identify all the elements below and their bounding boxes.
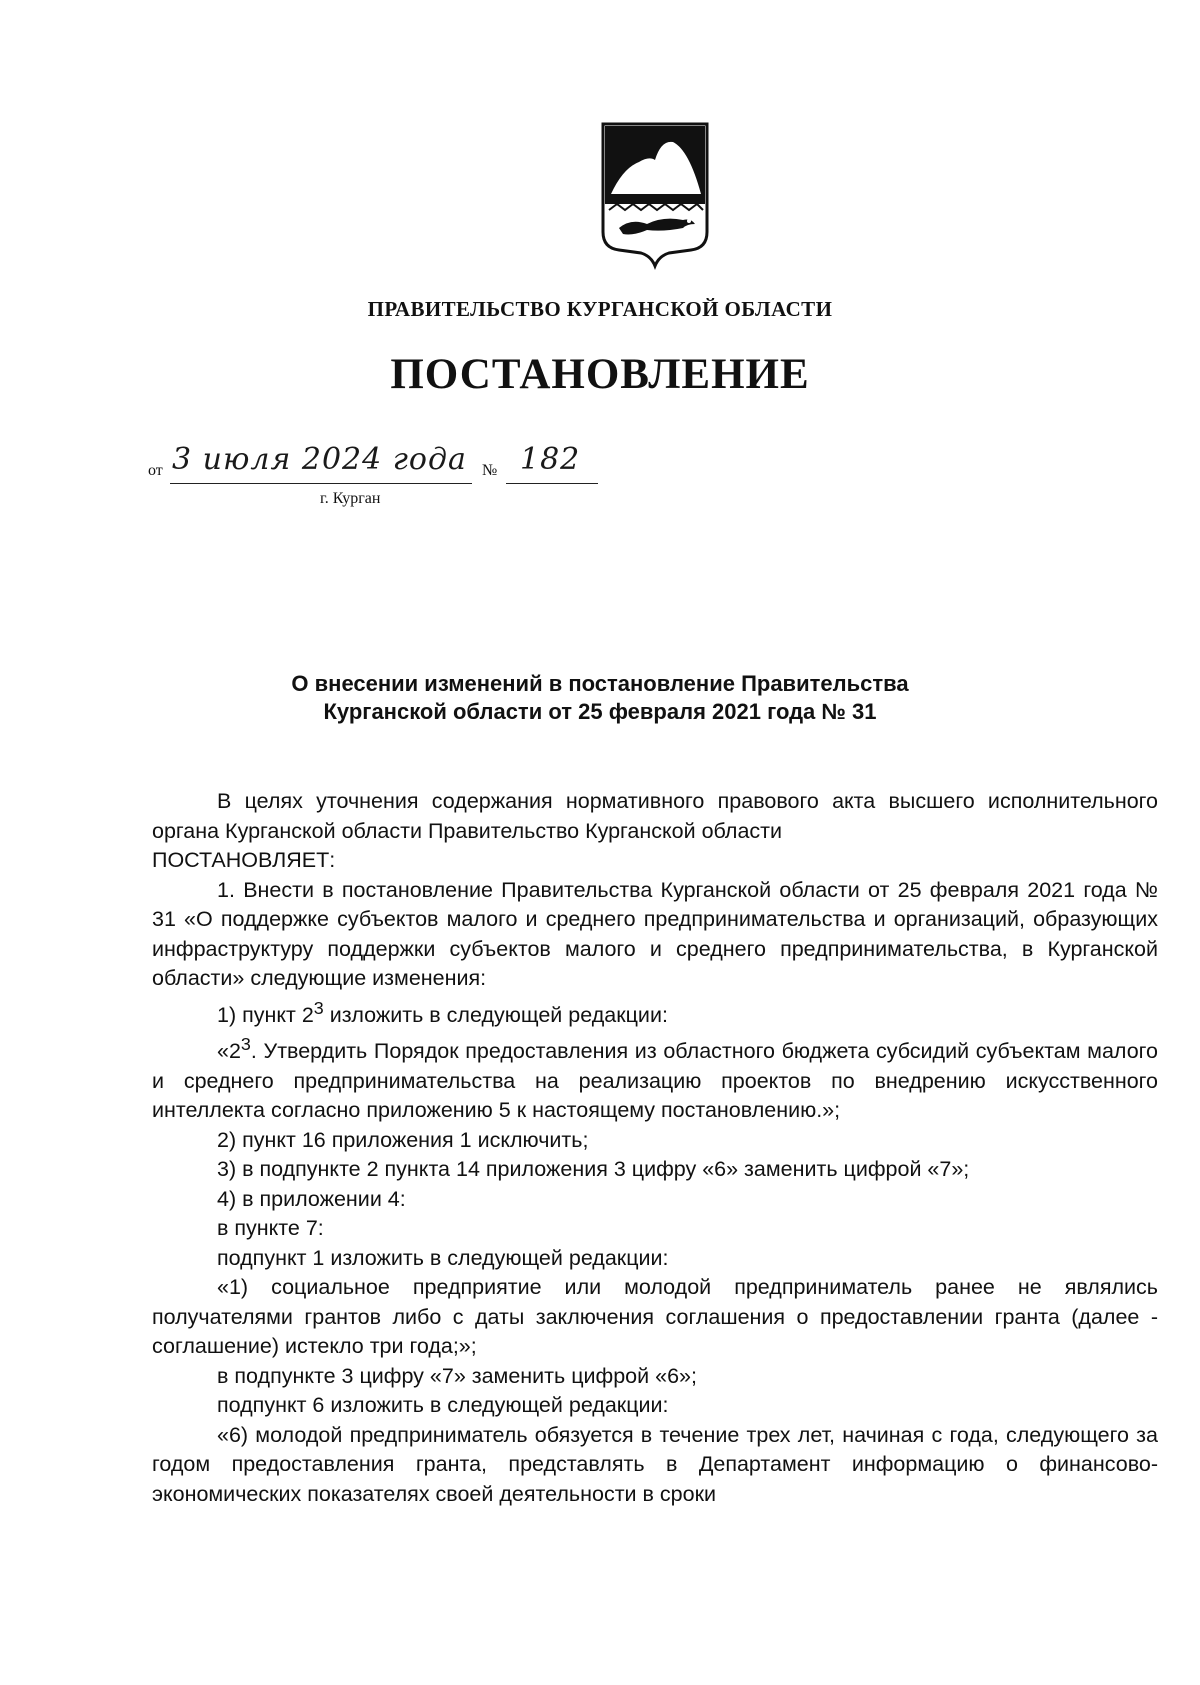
date-from-label: от	[148, 462, 163, 479]
government-name: ПРАВИТЕЛЬСТВО КУРГАНСКОЙ ОБЛАСТИ	[367, 297, 833, 321]
date-underline	[170, 483, 472, 484]
paragraph-subitem-2: 2) пункт 16 приложения 1 исключить;	[217, 1127, 589, 1152]
paragraph-subpoint-6-text: «6) молодой предприниматель обязуется в течение трех лет, начиная с года, следующего за годом предоставления гранта, представлять в Департамент информацию о финансово-экономических показателях своей деятельности в сроки	[152, 1422, 1158, 1506]
paragraph-item-1: 1. Внести в постановление Правительства Курганской области от 25 февраля 2021 года № 31 «О поддержке субъектов малого и среднего предпринимательства и организаций, образующих инфраструктуру поддержки субъектов малого и среднего предпринимательства, в Курганской области» следующие изменения:	[152, 877, 1158, 990]
paragraph-subitem-1: 1) пункт $2^3$ изложить в следующей редакции:	[217, 997, 668, 1027]
number-label: №	[482, 462, 498, 479]
document-heading	[0, 670, 1200, 726]
paragraph-new-clause: «$2^3$. Утвердить Порядок предоставления из областного бюджета субсидий субъектам малого и среднего предпринимательства на реализацию проектов по внедрению искусственного интеллекта согласно приложению 5 к настоящему постановлению.»;	[152, 1034, 1158, 1123]
paragraph-resolves: ПОСТАНОВЛЯЕТ:	[152, 848, 336, 872]
kurgan-region-coat-of-arms-icon	[597, 120, 713, 272]
paragraph-subitem-3: 3) в подпункте 2 пункта 14 приложения 3 цифру «6» заменить цифрой «7»;	[217, 1157, 970, 1182]
document-meta	[148, 442, 668, 528]
number-underline	[506, 483, 598, 484]
paragraph-subpoint-1-text: «1) социальное предприятие или молодой предприниматель ранее не являлись получателями грантов либо с даты заключения соглашения о предоставлении гранта (далее - соглашение) истекло три года;»;	[152, 1275, 1158, 1359]
paragraph-point-7: в пункте 7:	[217, 1216, 324, 1241]
paragraph-preamble: В целях уточнения содержания нормативного правового акта высшего исполнительного органа Курганской области Правительство Курганской области	[152, 789, 1158, 843]
heading-line-2: Курганской области от 25 февраля 2021 года № 31	[323, 699, 877, 724]
document-body	[152, 787, 1158, 1509]
handwritten-number: 182	[520, 442, 581, 477]
paragraph-subpoint-6: подпункт 6 изложить в следующей редакции:	[217, 1393, 669, 1418]
paragraph-subitem-4: 4) в приложении 4:	[217, 1186, 406, 1211]
handwritten-date: 3 июля 2024 года	[172, 442, 467, 477]
paragraph-subpoint-1: подпункт 1 изложить в следующей редакции:	[217, 1245, 669, 1270]
paragraph-subpoint-3: в подпункте 3 цифру «7» заменить цифрой «6»;	[217, 1363, 697, 1388]
heading-line-1: О внесении изменений в постановление Правительства	[291, 671, 909, 696]
document-type-title: ПОСТАНОВЛЕНИЕ	[390, 351, 810, 398]
city-label: г. Курган	[320, 490, 381, 507]
